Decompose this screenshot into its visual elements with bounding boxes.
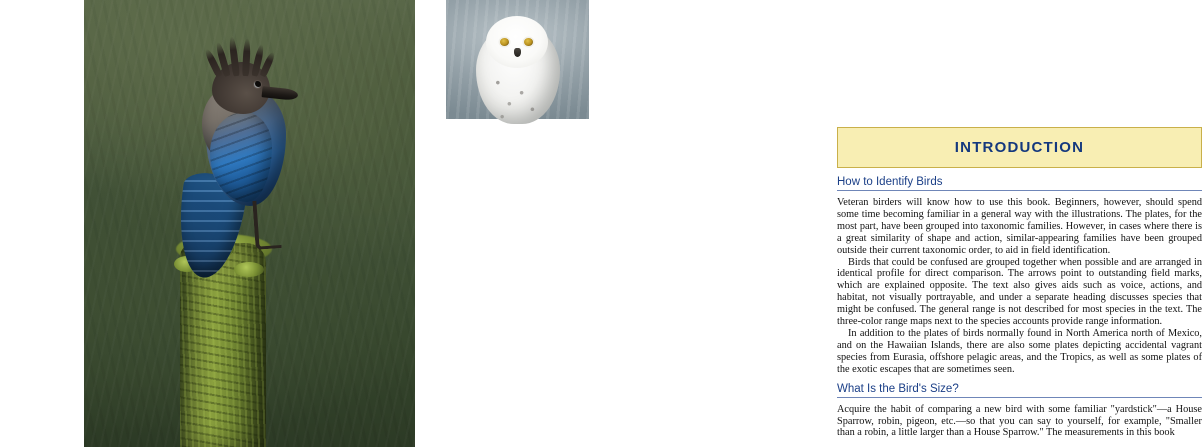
paragraph: Birds that could be confused are grouped together when possible and are arranged in identical profile for direct comparison. The arrows point to outstanding field marks, which are explained opposite. The text also gives aids such as voice, actions, and habitat, not visually portrayable, and under a separate heading discusses species that might be confused. The general range is not described for most species in the text. The three-color range maps next to the species accounts provide range information. bbox=[837, 256, 1202, 328]
jay-eye bbox=[254, 81, 261, 88]
body-text-column bbox=[837, 176, 1202, 439]
introduction-title: INTRODUCTION bbox=[954, 139, 1085, 156]
owl-beak bbox=[514, 48, 521, 57]
jay-crest bbox=[214, 30, 276, 76]
section-heading-how-to-identify-birds: How to Identify Birds bbox=[837, 176, 1202, 191]
paragraph: In addition to the plates of birds normally found in North America north of Mexico, and on the Hawaiian Islands, there are also some plates depicting accidental vagrant species from Eurasia, offshore pelagic areas, and the Tropics, as well as some plates of the exotic escapes that are sometimes seen. bbox=[837, 327, 1202, 375]
jay-bird bbox=[162, 28, 352, 278]
snowy-owl-photograph bbox=[446, 0, 589, 119]
owl-head bbox=[486, 16, 548, 68]
stellers-jay-photograph bbox=[84, 0, 415, 447]
jay-legs bbox=[252, 199, 281, 250]
owl-eye-left bbox=[500, 38, 509, 46]
left-plate-pane bbox=[0, 0, 415, 447]
owl-eye-right bbox=[524, 38, 533, 46]
introduction-banner bbox=[837, 127, 1202, 168]
paragraph: Acquire the habit of comparing a new bird with some familiar "yardstick"—a House Sparrow, robin, pigeon, etc.—so that you can say to yourself, for example, "Smaller than a robin, a little larger than a House Sparrow." The measurements in this book bbox=[837, 403, 1202, 439]
right-text-pane bbox=[415, 0, 1202, 447]
section-heading-what-is-the-birds-size: What Is the Bird's Size? bbox=[837, 383, 1202, 398]
paragraph: Veteran birders will know how to use this book. Beginners, however, should spend some time becoming familiar in a general way with the illustrations. The plates, for the most part, have been grouped into taxonomic families. However, in cases where there is a great similarity of shape and action, similar-appearing families have been grouped outside their current taxonomic order, to aid in field identification. bbox=[837, 197, 1202, 256]
